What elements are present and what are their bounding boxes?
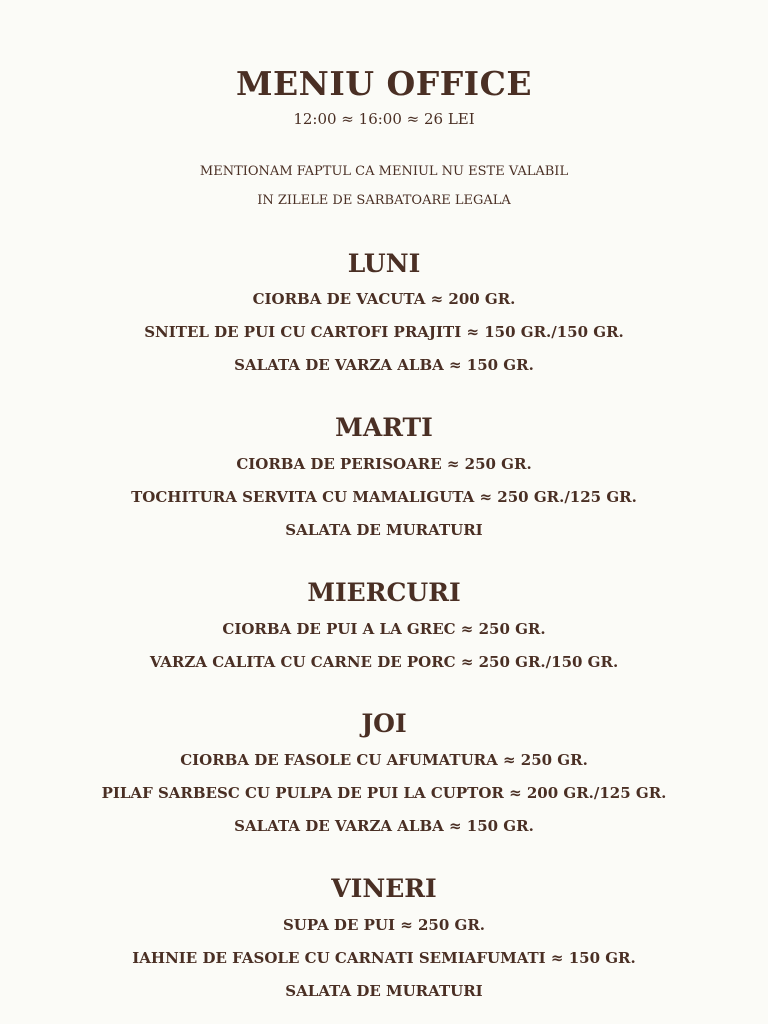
notice-line-1: MENTIONAM FAPTUL CA MENIUL NU ESTE VALABIL	[199, 164, 569, 179]
menu-item: CIORBA DE VACUTA ≈ 200 GR.	[252, 290, 516, 308]
menu-item: PILAF SARBESC CU PULPA DE PUI LA CUPTOR ≈ 200 GR./125 GR.	[101, 784, 667, 802]
menu-item: SALATA DE MURATURI	[285, 521, 483, 539]
menu-item: CIORBA DE FASOLE CU AFUMATURA ≈ 250 GR.	[180, 751, 588, 769]
menu-item: IAHNIE DE FASOLE CU CARNATI SEMIAFUMATI ≈ 150 GR.	[132, 949, 636, 967]
day-heading-marti: MARTI	[335, 413, 433, 442]
menu-item: CIORBA DE PERISOARE ≈ 250 GR.	[236, 455, 532, 473]
day-heading-joi: JOI	[361, 709, 407, 738]
menu-item: SALATA DE MURATURI	[285, 982, 483, 1000]
notice-line-2: IN ZILELE DE SARBATOARE LEGALA	[257, 193, 511, 208]
menu-item: CIORBA DE PUI A LA GREC ≈ 250 GR.	[222, 620, 546, 638]
menu-item: SUPA DE PUI ≈ 250 GR.	[282, 916, 486, 934]
menu-item: TOCHITURA SERVITA CU MAMALIGUTA ≈ 250 GR./125 GR.	[131, 488, 637, 506]
hours-price: 12:00 ≈ 16:00 ≈ 26 LEI	[293, 110, 475, 128]
menu-item: VARZA CALITA CU CARNE DE PORC ≈ 250 GR./150 GR.	[149, 653, 619, 671]
day-heading-luni: LUNI	[347, 249, 421, 278]
day-heading-miercuri: MIERCURI	[307, 578, 461, 607]
menu-item: SALATA DE VARZA ALBA ≈ 150 GR.	[234, 356, 534, 374]
menu-item: SNITEL DE PUI CU CARTOFI PRAJITI ≈ 150 GR./150 GR.	[144, 323, 624, 341]
menu-item: SALATA DE VARZA ALBA ≈ 150 GR.	[234, 817, 534, 835]
page-title: MENIU OFFICE	[235, 64, 532, 103]
day-heading-vineri: VINERI	[331, 874, 437, 903]
